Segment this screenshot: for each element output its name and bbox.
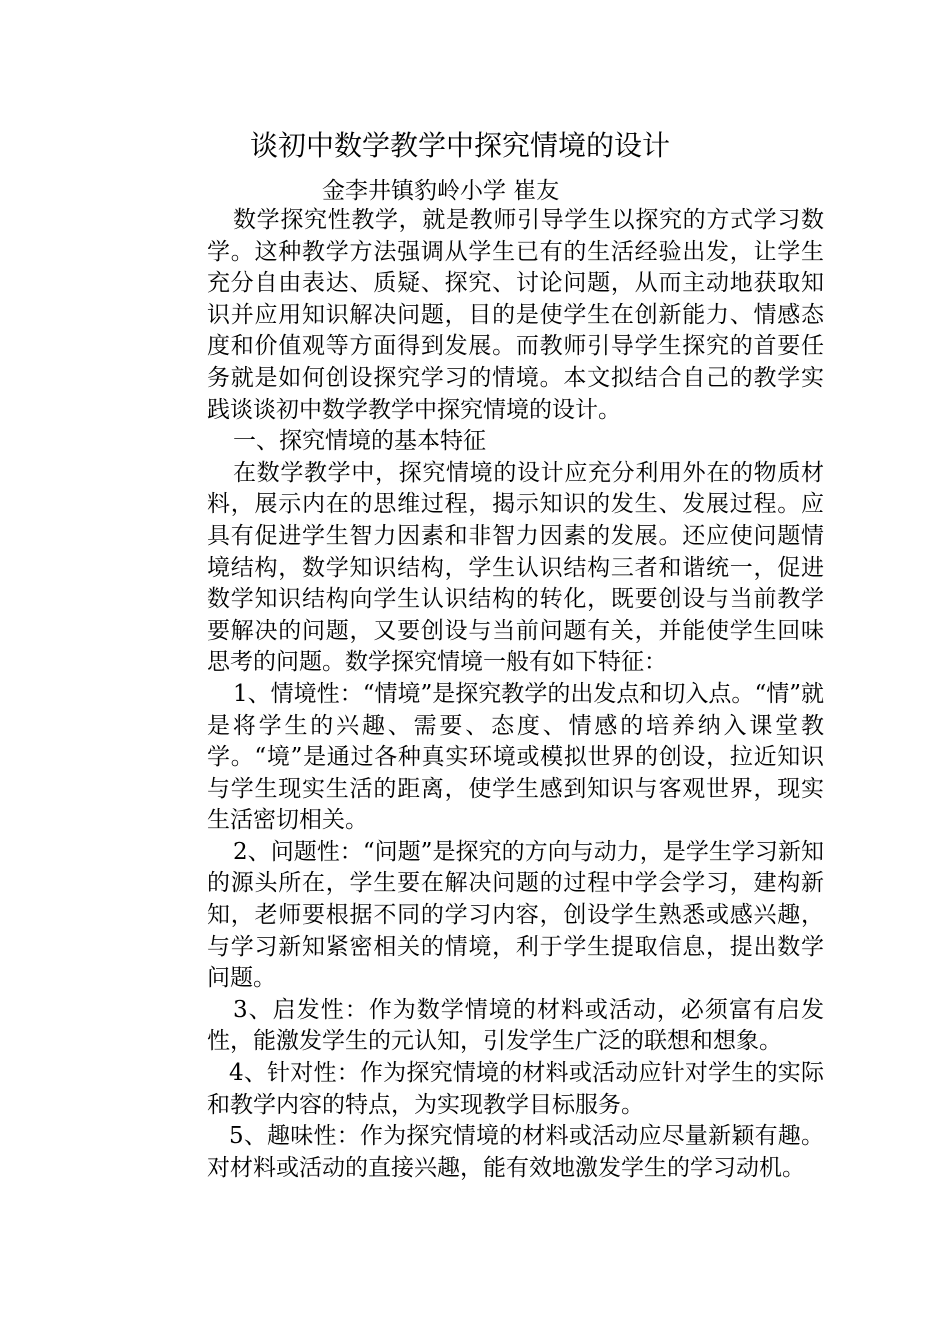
paragraph-section-1: 在数学教学中，探究情境的设计应充分利用外在的物质材料，展示内在的思维过程，揭示知识的发生、发展过程。应具有促进学生智力因素和非智力因素的发展。还应使问题情境结构，数学知识结构，学生认识结构三者和谐统一，促进数学知识结构向学生认识结构的转化，既要创设与当前教学要解决的问题，又要创设与当前问题有关，并能使学生回味思考的问题。数学探究情境一般有如下特征： (207, 459, 824, 676)
feature-item-1: 1、情境性：“情境”是探究教学的出发点和切入点。“情”就是将学生的兴趣、需要、态度、情感的培养纳入课堂教学。“境”是通过各种真实环境或模拟世界的创设，拉近知识与学生现实生活的距离，使学生感到知识与客观世界，现实生活密切相关。 (207, 680, 824, 834)
feature-item-3: 3、启发性：作为数学情境的材料或活动，必须富有启发性，能激发学生的元认知，引发学生广泛的联想和想象。 (207, 996, 824, 1055)
section-heading-1: 一、探究情境的基本特征 (233, 428, 486, 455)
document-body (207, 205, 824, 1184)
document-author: 金李井镇豹岭小学 崔友 (322, 178, 560, 204)
feature-item-4: 4、针对性：作为探究情境的材料或活动应针对学生的实际和教学内容的特点，为实现教学目标服务。 (207, 1060, 824, 1118)
feature-item-2: 2、问题性：“问题”是探究的方向与动力，是学生学习新知的源头所在，学生要在解决问题的过程中学会学习，建构新知，老师要根据不同的学习内容，创设学生熟悉或感兴趣，与学习新知紧密相关的情境，利于学生提取信息，提出数学问题。 (207, 838, 824, 992)
feature-item-5: 5、趣味性：作为探究情境的材料或活动应尽量新颖有趣。对材料或活动的直接兴趣，能有效地激发学生的学习动机。 (207, 1123, 824, 1181)
document-title: 谈初中数学教学中探究情境的设计 (250, 129, 671, 162)
paragraph-intro: 数学探究性教学，就是教师引导学生以探究的方式学习数学。这种教学方法强调从学生已有的生活经验出发，让学生充分自由表达、质疑、探究、讨论问题，从而主动地获取知识并应用知识解决问题，目的是使学生在创新能力、情感态度和价值观等方面得到发展。而教师引导学生探究的首要任务就是如何创设探究学习的情境。本文拟结合自己的教学实践谈谈初中数学教学中探究情境的设计。 (207, 207, 824, 423)
